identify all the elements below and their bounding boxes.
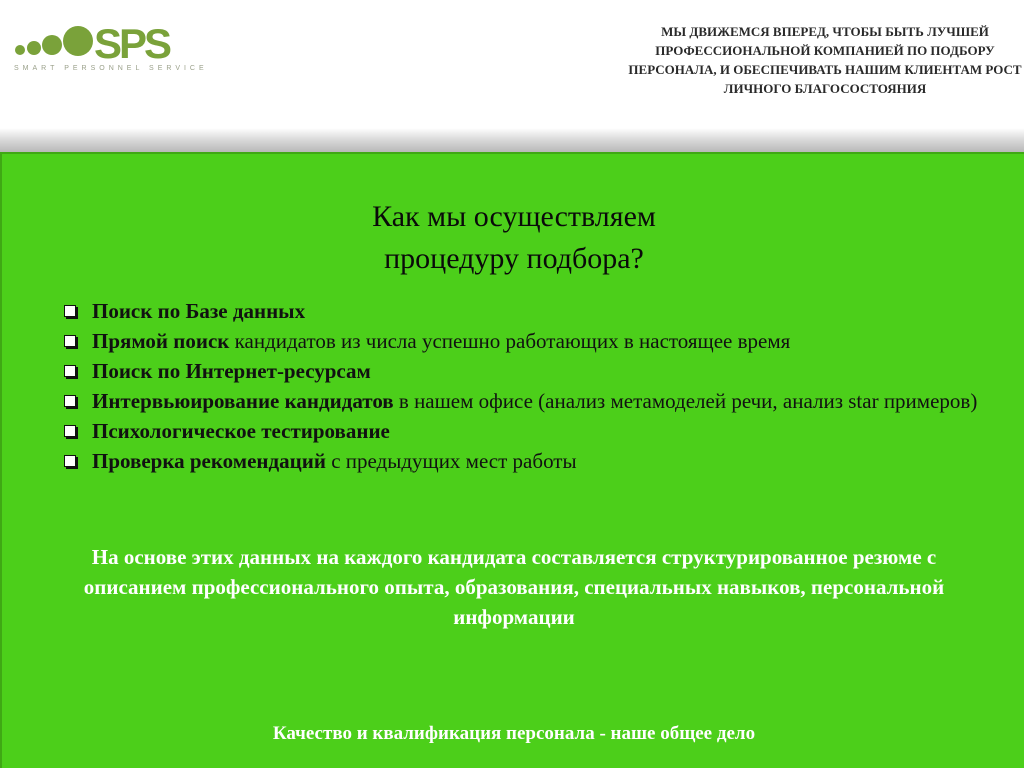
bullet-rest: кандидатов из числа успешно работающих в настоящее время	[229, 329, 791, 353]
bullet-rest: с предыдущих мест работы	[325, 449, 577, 473]
bullet-text	[92, 356, 982, 386]
bullet-bold: Поиск по Интернет-ресурсам	[92, 359, 371, 383]
checkbox-bullet-icon	[64, 305, 76, 317]
checkbox-bullet-icon	[64, 425, 76, 437]
bullet-item	[62, 326, 982, 356]
checkbox-bullet-icon	[64, 395, 76, 407]
bullet-bold: Интервьюирование кандидатов	[92, 389, 394, 413]
bullet-text	[92, 386, 982, 416]
bullet-item	[62, 356, 982, 386]
content-panel	[0, 152, 1024, 768]
bullet-item	[62, 446, 982, 476]
company-tagline: МЫ ДВИЖЕМСЯ ВПЕРЕД, ЧТОБЫ БЫТЬ ЛУЧШЕЙ ПРОФЕССИОНАЛЬНОЙ КОМПАНИЕЙ ПО ПОДБОРУ ПЕРСОНАЛА, И ОБЕСПЕЧИВАТЬ НАШИМ КЛИЕНТАМ РОСТ ЛИЧНОГО БЛАГОСОСТОЯНИЯ	[628, 24, 1022, 96]
header	[0, 0, 1024, 132]
bullet-bold: Проверка рекомендаций	[92, 449, 326, 473]
header-divider	[0, 128, 1024, 154]
bullet-text	[92, 446, 982, 476]
bullet-rest: в нашем офисе (анализ метамоделей речи, анализ star примеров)	[393, 389, 978, 413]
bullet-item	[62, 386, 982, 416]
bullet-text	[92, 326, 982, 356]
bullet-bold: Прямой поиск	[92, 329, 230, 353]
checkbox-bullet-icon	[64, 365, 76, 377]
logo-subtext: SMART PERSONNEL SERVICE	[14, 65, 208, 72]
bullet-list	[62, 296, 982, 476]
logo-mark	[12, 18, 202, 64]
summary-text: На основе этих данных на каждого кандидата составляется структурированное резюме с описанием профессионального опыта, образования, специальных навыков, персональной информации	[83, 545, 945, 629]
checkbox-bullet-icon	[64, 455, 76, 467]
checkbox-bullet-icon	[64, 335, 76, 347]
slide-title-line-2: процедуру подбора?	[384, 242, 644, 275]
bullet-bold: Поиск по Базе данных	[92, 299, 306, 323]
bullet-text	[92, 416, 982, 446]
bullet-text	[92, 296, 982, 326]
bullet-item	[62, 296, 982, 326]
bullet-bold: Психологическое тестирование	[92, 419, 390, 443]
bullet-item	[62, 416, 982, 446]
slide-title-line-1: Как мы осуществляем	[372, 200, 656, 233]
sps-logo	[12, 18, 208, 80]
logo-wordmark: SPS	[94, 20, 170, 64]
slide-title	[214, 196, 814, 280]
footer-slogan: Качество и квалификация персонала - наше общее дело	[272, 723, 756, 744]
